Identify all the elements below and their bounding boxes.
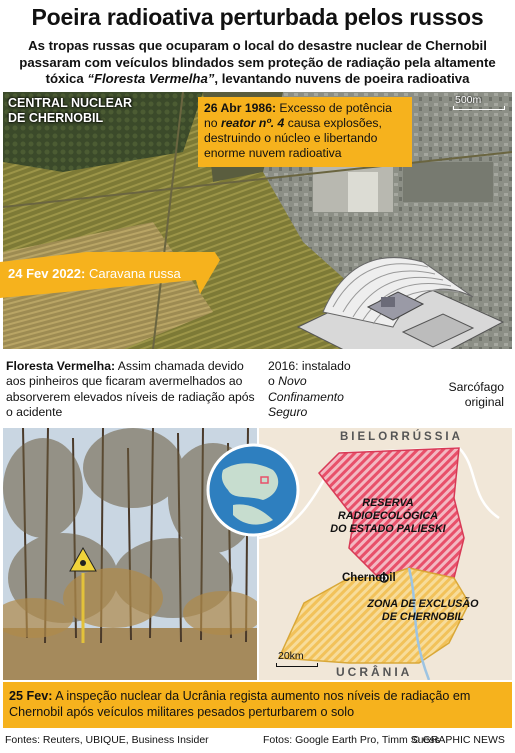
subtitle-part2: , levantando nuvens de poeira radioativa <box>214 71 470 86</box>
reserve-line3: DO ESTADO PALIESKI <box>330 523 446 535</box>
exclusion-zone-label <box>358 598 488 624</box>
country-label-belarus: BIELORRÚSSIA <box>340 431 463 443</box>
callout-1986-date: 26 Abr 1986: <box>204 101 277 115</box>
country-label-ukraine: UCRÂNIA <box>336 665 413 679</box>
new-confinement-year: 2016: <box>268 359 299 373</box>
convoy-text: Caravana russa <box>85 266 181 281</box>
convoy-arrow-label <box>8 266 181 281</box>
red-forest-caption <box>6 359 264 420</box>
new-confinement-caption <box>268 359 352 420</box>
zone-line2: DE CHERNOBIL <box>381 611 465 623</box>
sarcophagus-caption <box>410 380 504 411</box>
scale-label-500m: 500m <box>455 94 482 106</box>
footer-sources: Fontes: Reuters, UBIQUE, Business Insider <box>5 734 209 746</box>
sarcophagus-line1: Sarcófago <box>448 380 504 394</box>
plant-label-line1: CENTRAL NUCLEAR <box>8 96 133 110</box>
footer-photos: Fotos: Google Earth Pro, Timm Suess <box>263 734 440 746</box>
sarcophagus-line2: original <box>464 395 504 410</box>
plant-label <box>8 96 132 126</box>
callout-1986-text1: Excesso de potência no <box>204 101 392 130</box>
red-forest-text: Assim chamada devido aos pinheiros que ficaram avermelhados ao absorverem elevados níveis de radiação após o acidente <box>6 359 255 419</box>
zone-line1: ZONA DE EXCLUSÃO <box>367 598 479 610</box>
red-forest-title: Floresta Vermelha: <box>6 359 116 373</box>
page-title: Poeira radioativa perturbada pelos russos <box>31 4 484 30</box>
new-confinement-text: instalado o <box>268 359 351 389</box>
callout-1986 <box>198 97 412 167</box>
reserve-label <box>318 497 458 536</box>
new-confinement-name: Novo Confinamento Seguro <box>268 374 344 419</box>
reserve-line1: RESERVA <box>362 497 414 509</box>
reserve-line2: RADIOECOLÓGICA <box>337 510 439 522</box>
footer-credit: © GRAPHIC NEWS <box>412 734 505 746</box>
plant-label-line2: DE CHERNOBIL <box>8 111 104 125</box>
bottom-callout-date: 25 Fev: <box>9 689 53 703</box>
subtitle-part1: As tropas russas que ocuparam o local do desastre nuclear de Chernobil passaram com veículos blindados sem proteção de radiação pela altamente tóxica <box>19 38 496 86</box>
globe-icon <box>203 440 303 540</box>
subtitle-italic: “Floresta Vermelha” <box>87 71 215 86</box>
callout-1986-reactor: reator nº. 4 <box>220 116 285 130</box>
subtitle <box>6 38 509 88</box>
convoy-date: 24 Fev 2022: <box>8 266 86 281</box>
city-label-chernobil: Chernobil <box>342 572 396 584</box>
scale-bar-20km <box>276 663 318 667</box>
bottom-callout <box>3 682 512 728</box>
callout-1986-text2: causa explosões, destruindo o núcleo e libertando enorme nuvem radioativa <box>204 116 382 160</box>
bottom-callout-text: A inspeção nuclear da Ucrânia regista aumento nos níveis de radiação em Chernobil após veículos militares pesados perturbarem o solo <box>9 689 471 719</box>
scale-label-20km: 20km <box>278 650 304 662</box>
scale-bar-500m <box>453 106 505 110</box>
